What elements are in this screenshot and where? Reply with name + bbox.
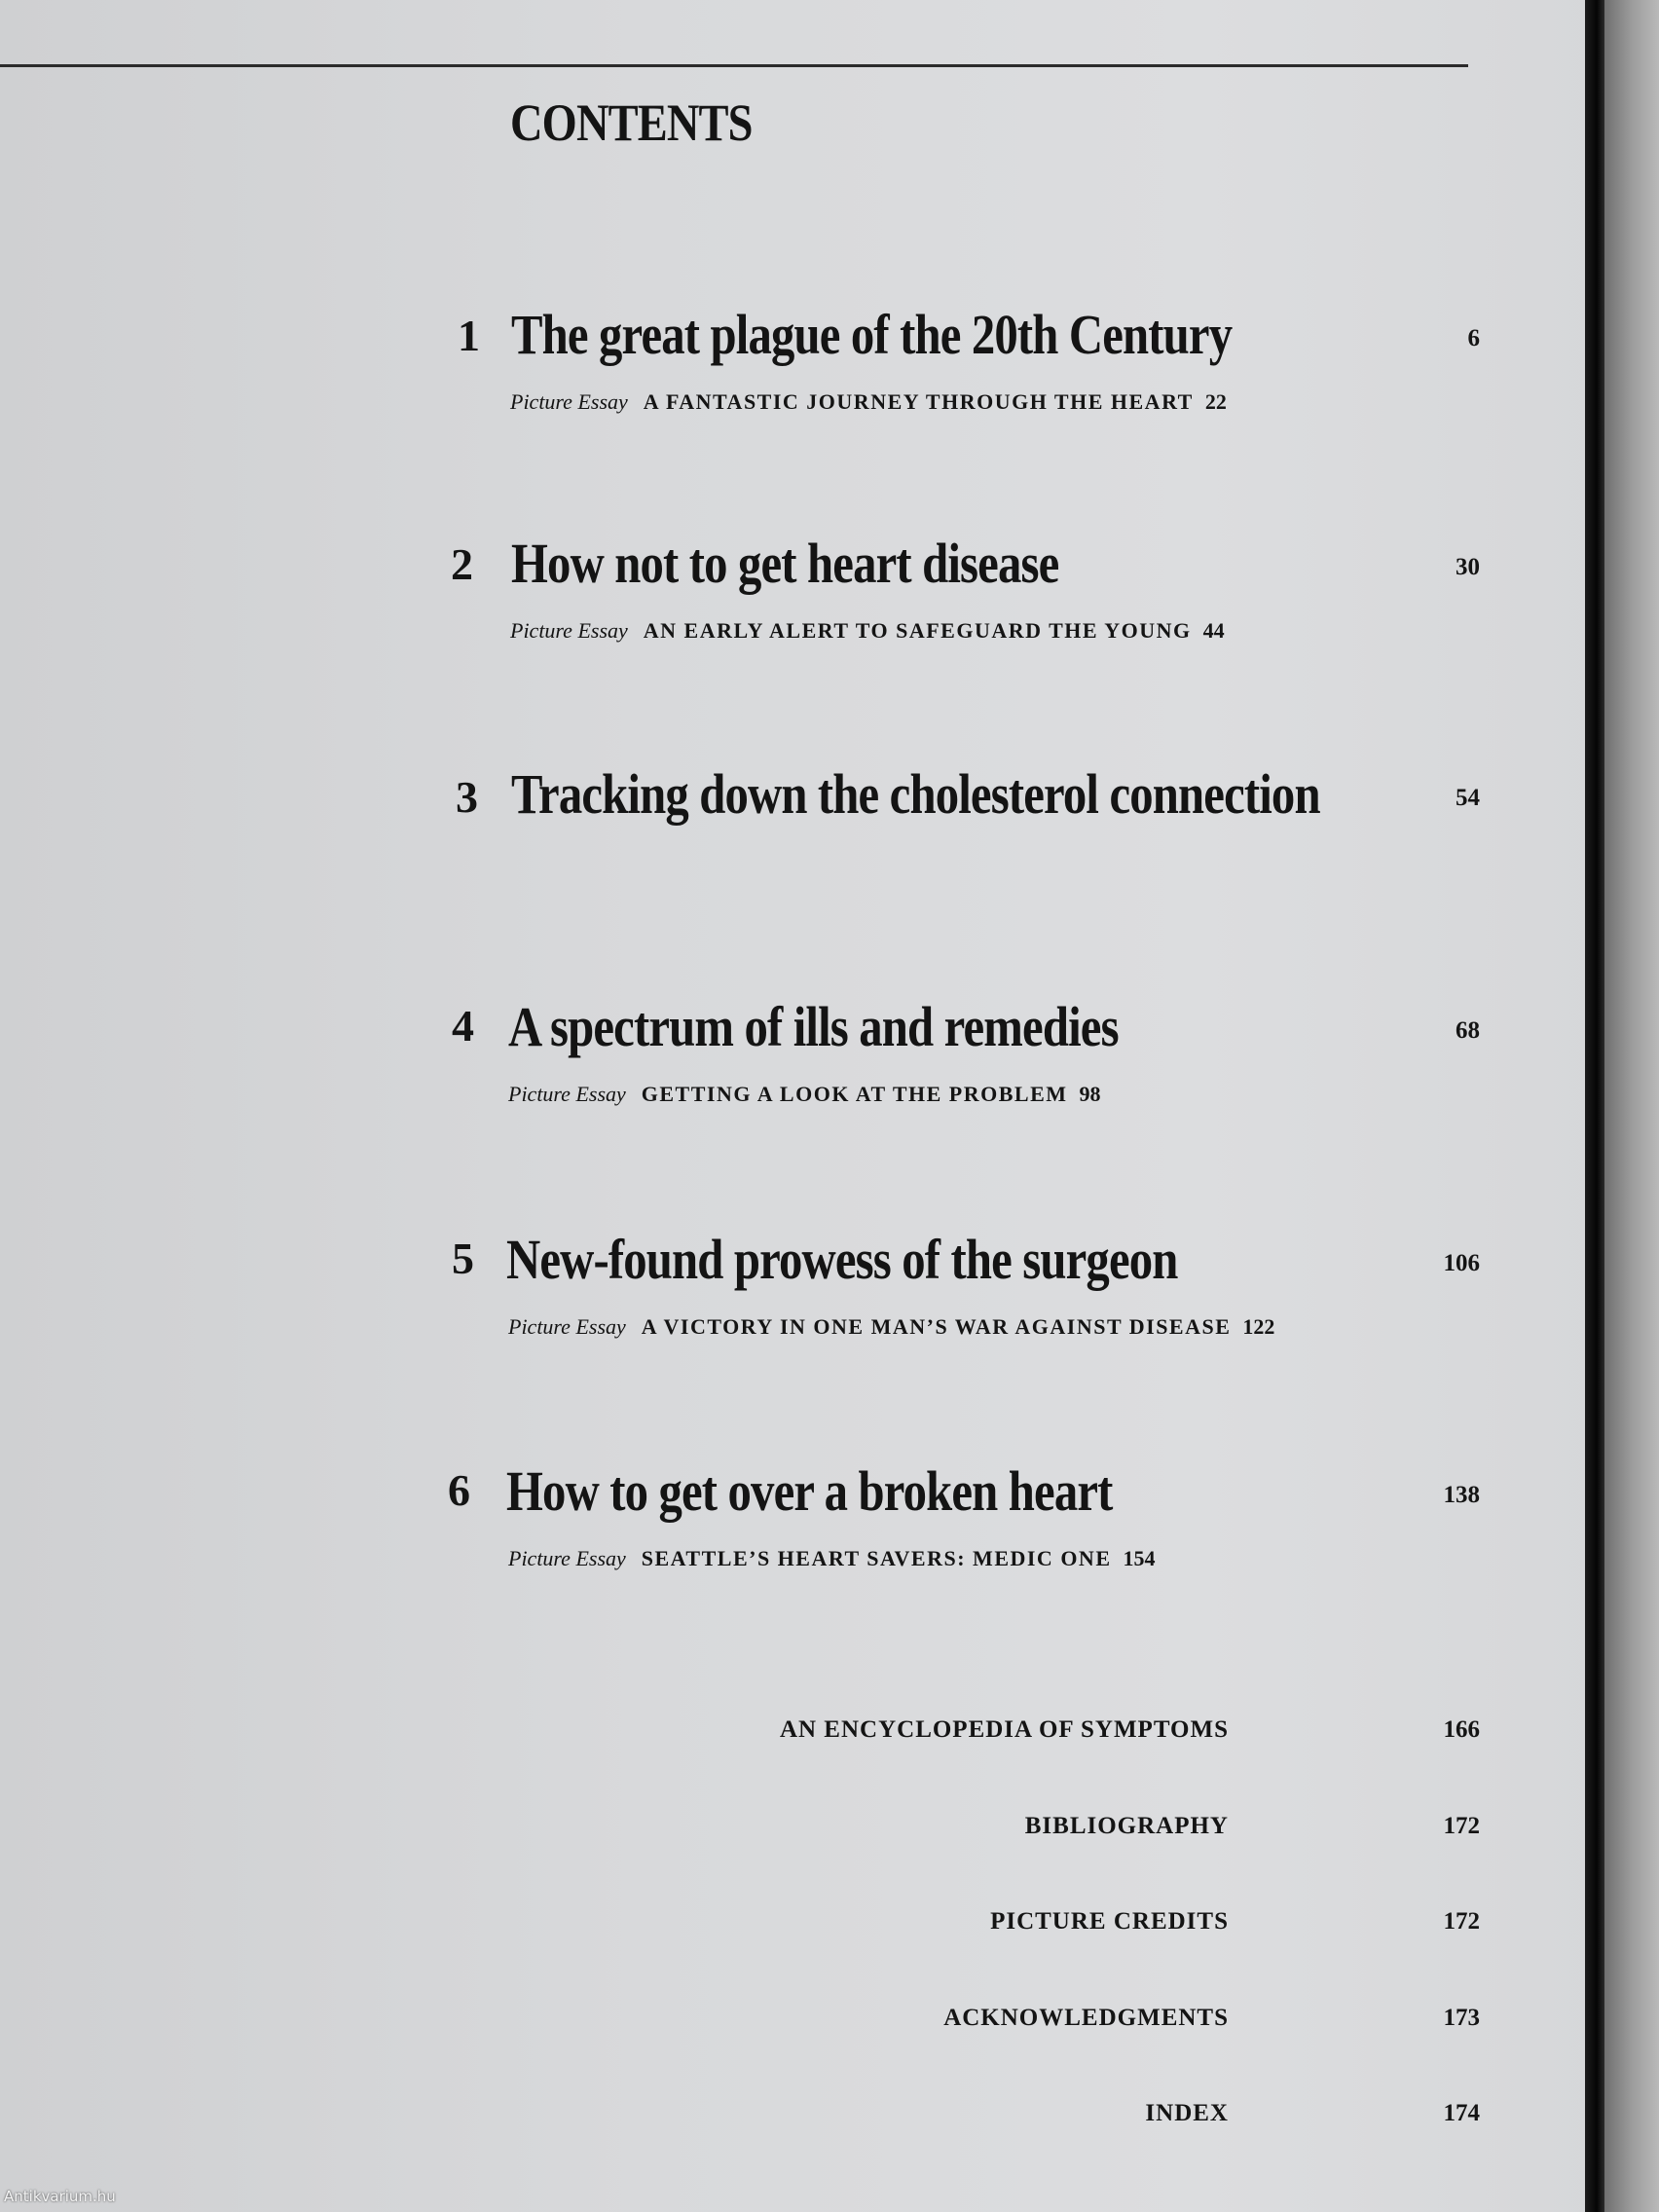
chapter-title: Tracking down the cholesterol connection [511,762,1320,826]
chapter-title: New-found prowess of the surgeon [506,1228,1178,1291]
chapter-number: 5 [452,1234,474,1283]
backmatter-page: 174 [1443,2100,1480,2126]
chapter-page: 30 [1456,554,1480,580]
page-title: CONTENTS [510,93,753,152]
chapter-number: 4 [452,1001,474,1051]
chapter-page: 138 [1443,1482,1480,1508]
watermark: Antikvarium.hu [4,2188,116,2205]
backmatter-page: 172 [1443,1813,1480,1839]
backmatter-label: AN ENCYCLOPEDIA OF SYMPTOMS [779,1716,1229,1743]
chapter-page: 68 [1456,1017,1480,1044]
chapter-page: 106 [1443,1250,1480,1276]
picture-essay-label: Picture Essay [510,389,628,414]
chapter-title: The great plague of the 20th Century [511,303,1233,366]
book-spine-shadow [1585,0,1604,2212]
backmatter-entry [0,2005,1490,2044]
picture-essay-page: 122 [1242,1314,1275,1339]
picture-essay [508,1546,1156,1571]
chapter-title: A spectrum of ills and remedies [508,995,1119,1058]
picture-essay [508,1314,1274,1340]
backmatter-label: PICTURE CREDITS [990,1908,1229,1935]
picture-essay-page: 154 [1123,1546,1156,1570]
picture-essay-label: Picture Essay [510,618,628,643]
picture-essay-label: Picture Essay [508,1546,626,1570]
picture-essay [510,618,1225,644]
backmatter-label: ACKNOWLEDGMENTS [943,2005,1229,2031]
backmatter-entry [0,2100,1490,2139]
backmatter-page: 173 [1443,2005,1480,2031]
picture-essay-title: AN EARLY ALERT TO SAFEGUARD THE YOUNG [643,618,1192,643]
picture-essay-title: A FANTASTIC JOURNEY THROUGH THE HEART [643,389,1194,414]
chapter-number: 6 [448,1465,470,1515]
picture-essay-title: SEATTLE’S HEART SAVERS: MEDIC ONE [641,1546,1112,1570]
picture-essay-title: A VICTORY IN ONE MAN’S WAR AGAINST DISEASE [641,1314,1232,1339]
chapter-number: 2 [451,539,473,589]
picture-essay-page: 98 [1079,1082,1101,1106]
backmatter-page: 172 [1443,1908,1480,1935]
backmatter-page: 166 [1443,1716,1480,1743]
picture-essay-page: 22 [1204,389,1227,414]
chapter-page: 6 [1467,325,1480,351]
top-rule [0,64,1468,67]
chapter-number: 1 [458,311,480,360]
backmatter-entry [0,1716,1490,1755]
chapter-title: How not to get heart disease [511,532,1059,595]
backmatter-label: INDEX [1145,2100,1229,2126]
chapter-number: 3 [456,772,478,822]
picture-essay [510,389,1227,415]
picture-essay-label: Picture Essay [508,1314,626,1339]
picture-essay-label: Picture Essay [508,1082,626,1106]
book-edge [1604,0,1659,2212]
picture-essay-title: GETTING A LOOK AT THE PROBLEM [641,1082,1068,1106]
chapter-title: How to get over a broken heart [506,1459,1113,1523]
backmatter-label: BIBLIOGRAPHY [1024,1813,1229,1839]
backmatter-entry [0,1813,1490,1852]
picture-essay [508,1082,1101,1107]
chapter-page: 54 [1456,785,1480,811]
backmatter-entry [0,1908,1490,1947]
picture-essay-page: 44 [1202,618,1225,643]
